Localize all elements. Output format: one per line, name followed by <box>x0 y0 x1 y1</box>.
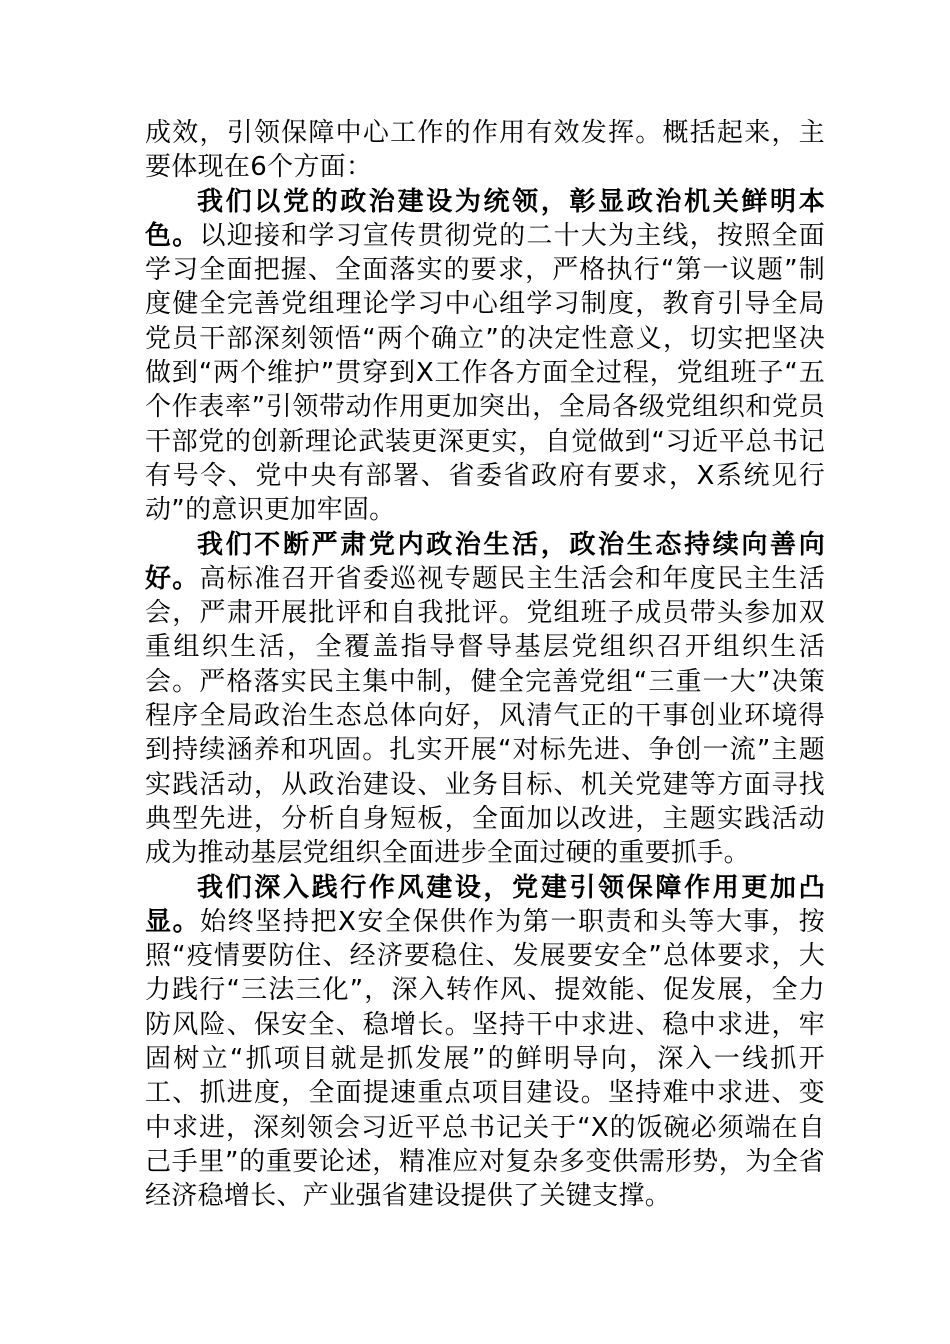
paragraph-lead-heading: 我们深入践行作风建设，党建引领保障作用更加凸显。 <box>145 872 825 937</box>
paragraph-body: 以迎接和学习宣传贯彻党的二十大为主线，按照全面学习全面把握、全面落实的要求，严格执行“第一议题”制度健全完善党组理论学习中心组学习制度，教育引导全局党员干部深刻领悟“两个确立”的决定性意义，切实把坚决做到“两个维护”贯穿到X工作各方面全过程，党组班子“五个作表率”引领带动作用更加突出，全局各级党组织和党员干部党的创新理论武装更深更实，自觉做到“习近平总书记有号令、党中央有部署、省委省政府有要求，X系统见行动”的意识更加牢固。 <box>145 220 825 526</box>
paragraph-work-style <box>145 871 825 1214</box>
paragraph-political-building <box>145 185 825 528</box>
paragraph-lead-heading: 我们以党的政治建设为统领，彰显政治机关鲜明本色。 <box>145 186 825 251</box>
paragraph-lead-heading: 我们不断严肃党内政治生活，政治生态持续向善向好。 <box>145 529 825 594</box>
paragraph-body: 高标准召开省委巡视专题民主生活会和年度民主生活会，严肃开展批评和自我批评。党组班子成员带头参加双重组织生活，全覆盖指导督导基层党组织召开组织生活会。严格落实民主集中制，健全完善党组“三重一大”决策程序全局政治生态总体向好，风清气正的干事创业环境得到持续涵养和巩固。扎实开展“对标先进、争创一流”主题实践活动，从政治建设、业务目标、机关党建等方面寻找典型先进，分析自身短板，全面加以改进，主题实践活动成为推动基层党组织全面进步全面过硬的重要抓手。 <box>145 563 825 869</box>
paragraph-body: 成效，引领保障中心工作的作用有效发挥。概括起来，主要体现在6个方面： <box>145 118 825 183</box>
paragraph-intro <box>145 116 825 185</box>
paragraph-political-life <box>145 528 825 871</box>
document-body <box>145 116 825 1214</box>
paragraph-body: 始终坚持把X安全保供作为第一职责和头等大事，按照“疫情要防住、经济要稳住、发展要安全”总体要求，大力践行“三法三化”，深入转作风、提效能、促发展，全力防风险、保安全、稳增长。坚持干中求进、稳中求进，牢固树立“抓项目就是抓发展”的鲜明导向，深入一线抓开工、抓进度，全面提速重点项目建设。坚持难中求进、变中求进，深刻领会习近平总书记关于“X的饭碗必须端在自己手里”的重要论述，精准应对复杂多变供需形势，为全省经济稳增长、产业强省建设提供了关键支撑。 <box>145 906 825 1212</box>
